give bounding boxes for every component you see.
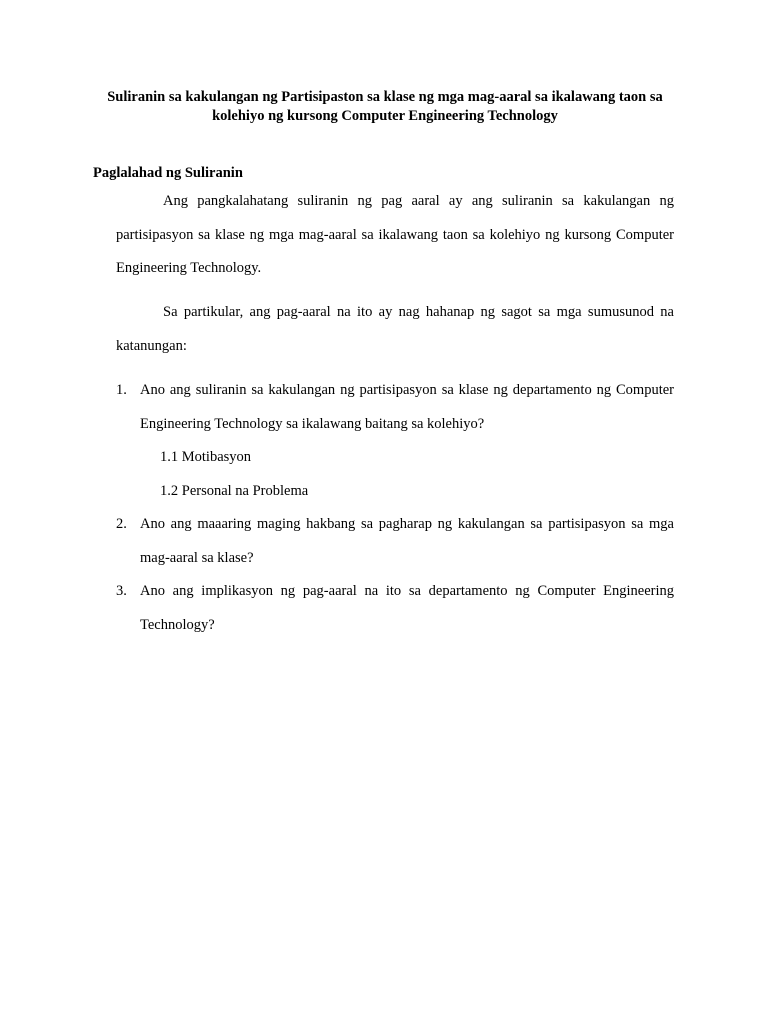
list-item-number: 3. — [116, 583, 127, 599]
list-item-text: Ano ang implikasyon ng pag-aaral na ito sa departamento ng Computer Engineering Technology? — [140, 583, 674, 633]
question-list — [116, 374, 674, 642]
sub-list-item: 1.1 Motibasyon — [160, 449, 252, 465]
sub-list-item: 1.2 Personal na Problema — [160, 482, 309, 499]
sub-list — [140, 441, 674, 508]
paragraph-specific-questions: Sa partikular, ang pag-aaral na ito ay nag hahanap ng sagot sa mga sumusunod na katanungan: — [116, 304, 674, 354]
list-item-text: Ano ang maaaring maging hakbang sa pagharap ng kakulangan sa partisipasyon sa mga mag-aaral sa klase? — [140, 516, 674, 566]
list-item — [116, 508, 674, 575]
section-heading: Paglalahad ng Suliranin — [93, 165, 243, 181]
paragraph-general-problem: Ang pangkalahatang suliranin ng pag aaral ay ang suliranin sa kakulangan ng partisipasyon sa klase ng mga mag-aaral sa ikalawang taon sa kolehiyo ng kursong Computer Engineering Technology. — [116, 193, 674, 276]
list-item — [116, 374, 674, 508]
document-title: Suliranin sa kakulangan ng Partisipaston sa klase ng mga mag-aaral sa ikalawang taon sa kolehiyo ng kursong Computer Engineering Technology — [107, 89, 663, 124]
list-item-number: 1. — [116, 382, 127, 398]
list-item-number: 2. — [116, 516, 127, 532]
list-item-text: Ano ang suliranin sa kakulangan ng partisipasyon sa klase ng departamento ng Computer Engineering Technology sa ikalawang baitang sa kolehiyo? — [140, 382, 674, 432]
list-item — [116, 575, 674, 642]
